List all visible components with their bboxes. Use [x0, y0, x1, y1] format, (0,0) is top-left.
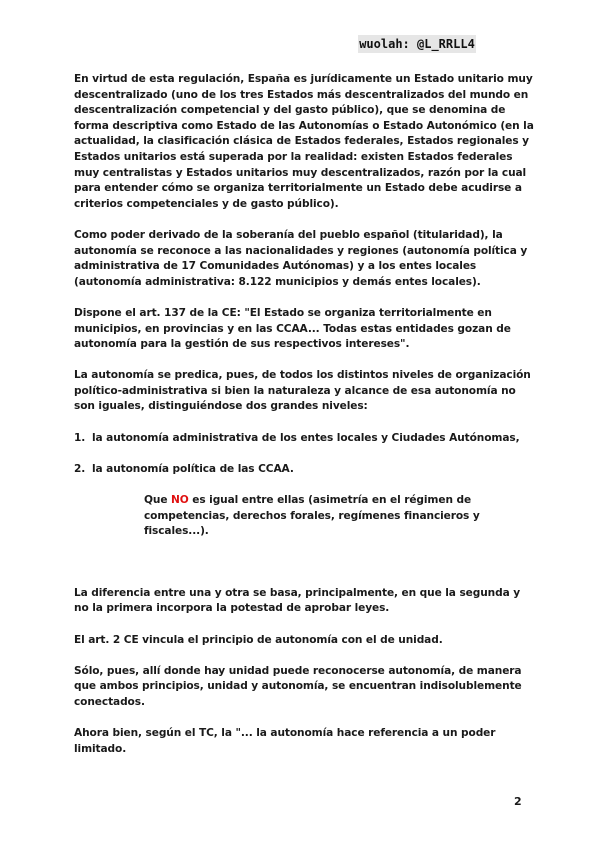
watermark: wuolah: @L_RRLL4 [359, 37, 475, 51]
list-item-text: la autonomía administrativa de los entes locales y Ciudades Autónomas, [92, 431, 520, 444]
paragraph-8: Ahora bien, según el TC, la "... la autonomía hace referencia a un poder limitado. [74, 727, 496, 755]
page-number: 2 [514, 795, 522, 808]
note-suffix: es igual entre ellas (asimetría en el régimen de competencias, derechos forales, regímenes financieros y fiscales...). [144, 494, 480, 538]
note-prefix: Que [144, 494, 172, 507]
list-item [74, 431, 534, 447]
paragraph-3: Dispone el art. 137 de la CE: "El Estado se organiza territorialmente en municipios, en provincias y en las CCAA... Todas estas entidades gozan de autonomía para la gestión de sus respectivos intereses". [74, 306, 511, 351]
paragraph-6: El art. 2 CE vincula el principio de autonomía con el de unidad. [74, 633, 443, 646]
paragraph-1: En virtud de esta regulación, España es jurídicamente un Estado unitario muy descentralizado (uno de los tres Estados más descentralizados del mundo en descentralización competencial y del gasto público), que se denomina de forma descriptiva como Estado de las Autonomías o Estado Autonómico (en la actualidad, la clasificación clásica de Estados federales, Estados regionales y Estados unitarios está superada por la realidad: existen Estados federales muy centralistas y Estados unitarios muy descentralizados, razón por la cual para entender cómo se organiza territorialmente un Estado debe acudirse a criterios competenciales y de gasto público). [74, 73, 534, 210]
list-item-number: 1. [74, 431, 86, 444]
paragraph-5: La diferencia entre una y otra se basa, principalmente, en que la segunda y no la primera incorpora la potestad de aprobar leyes. [74, 586, 521, 615]
levels-list [74, 431, 534, 478]
paragraph-2: Como poder derivado de la soberanía del pueblo español (titularidad), la autonomía se reconoce a las nacionalidades y regiones (autonomía política y administrativa de 17 Comunidades Autónomas) y a los entes locales (autonomía administrativa: 8.122 municipios y demás entes locales). [74, 228, 528, 288]
document-body [74, 72, 534, 773]
list-item-text: la autonomía política de las CCAA. [92, 462, 294, 475]
paragraph-4: La autonomía se predica, pues, de todos los distintos niveles de organización político-administrativa si bien la naturaleza y alcance de esa autonomía no son iguales, distinguiéndose dos grandes niveles: [74, 369, 531, 413]
note-highlight: NO [171, 494, 189, 507]
paragraph-7: Sólo, pues, allí donde hay unidad puede reconocerse autonomía, de manera que ambos principios, unidad y autonomía, se encuentran indisolublemente conectados. [74, 664, 522, 708]
asymmetry-note [144, 493, 534, 540]
list-item-number: 2. [74, 462, 86, 475]
list-item [74, 462, 534, 478]
